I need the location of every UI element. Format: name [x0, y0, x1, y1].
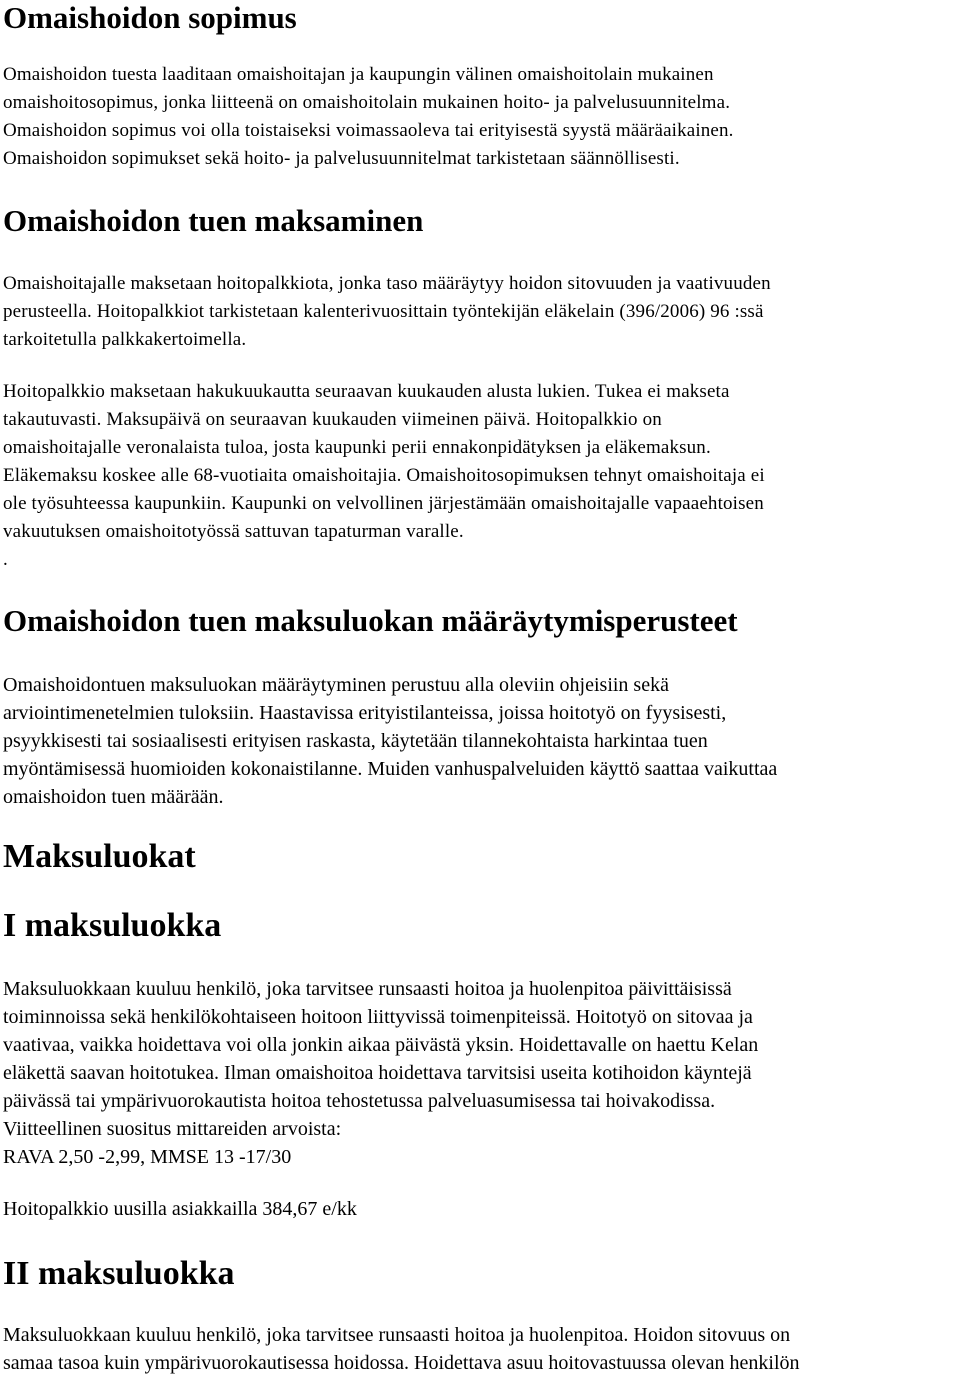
heading-maksuluokat: Maksuluokat	[3, 838, 196, 875]
text-line: psyykkisesti tai sosiaalisesti erityisen raskasta, käytetään tilannekohtaista harkintaa tuen	[3, 730, 708, 752]
text-line: Eläkemaksu koskee alle 68-vuotiaita omaishoitajia. Omaishoitosopimuksen tehnyt omaishoitaja ei	[3, 465, 765, 486]
text-line: Hoitopalkkio maksetaan hakukuukautta seuraavan kuukauden alusta lukien. Tukea ei makseta	[3, 381, 730, 402]
text-line: eläkettä saavan hoitotukea. Ilman omaishoitoa hoidettava tarvitsisi useita kotihoidon käyntejä	[3, 1062, 752, 1084]
values-line: RAVA 2,50 -2,99, MMSE 13 -17/30	[3, 1146, 292, 1168]
text-line: omaishoitajalle veronalaista tuloa, josta kaupunki perii ennakonpidätyksen ja eläkemaksun.	[3, 437, 711, 458]
heading-tuen-maksaminen: Omaishoidon tuen maksaminen	[3, 203, 424, 238]
text-line: Maksuluokkaan kuuluu henkilö, joka tarvitsee runsaasti hoitoa ja huolenpitoa. Hoidon sitovuus on	[3, 1324, 791, 1346]
text-line: myöntämisessä huomioiden kokonaistilanne. Muiden vanhuspalveluiden käyttö saattaa vaikuttaa	[3, 758, 778, 780]
text-line: takautuvasti. Maksupäivä on seuraavan kuukauden viimeinen päivä. Hoitopalkkio on	[3, 409, 662, 430]
text-line: Omaishoidon tuesta laaditaan omaishoitajan ja kaupungin välinen omaishoitolain mukainen	[3, 64, 714, 85]
text-line: perusteella. Hoitopalkkiot tarkistetaan kalenterivuosittain työntekijän eläkelain (396/2006) 96 :ssä	[3, 301, 764, 322]
text-line: arviointimenetelmien tuloksiin. Haastavissa erityistilanteissa, joissa hoitotyö on fyysisesti,	[3, 702, 727, 724]
text-line: Omaishoitajalle maksetaan hoitopalkkiota, jonka taso määräytyy hoidon sitovuuden ja vaativuuden	[3, 273, 771, 294]
paragraph-ii-maksuluokka	[3, 1321, 958, 1377]
text-line: omaishoidon tuen määrään.	[3, 786, 224, 808]
heading-ii-maksuluokka: II maksuluokka	[3, 1255, 235, 1292]
text-line: toiminnoissa sekä henkilökohtaiseen hoitoon liittyvissä toimenpiteissä. Hoitotyö on sitovaa ja	[3, 1006, 753, 1028]
heading-i-maksuluokka: I maksuluokka	[3, 907, 222, 944]
paragraph-hoitopalkkio-taso	[3, 270, 958, 354]
text-line: omaishoitosopimus, jonka liitteenä on omaishoitolain mukainen hoito- ja palvelusuunnitelma.	[3, 92, 731, 113]
text-line: päivässä tai ympärivuorokautista hoitoa tehostetussa palveluasumisessa tai hoivakodissa.	[3, 1090, 716, 1112]
text-line: ole työsuhteessa kaupunkiin. Kaupunki on velvollinen järjestämään omaishoitajalle vapaaehtoisen	[3, 493, 764, 514]
text-line: vaativaa, vaikka hoidettava voi olla jonkin aikaa päivästä yksin. Hoidettavalle on haettu Kelan	[3, 1034, 759, 1056]
heading-omaishoidon-sopimus: Omaishoidon sopimus	[3, 0, 297, 35]
paragraph-maksaminen	[3, 378, 958, 574]
text-line: samaa tasoa kuin ympärivuorokautisessa hoidossa. Hoidettava asuu hoitovastuussa olevan henkilön	[3, 1352, 800, 1374]
text-line: vakuutuksen omaishoitotyössä sattuvan tapaturman varalle.	[3, 521, 464, 542]
text-line: Omaishoidontuen maksuluokan määräytyminen perustuu alla oleviin ohjeisiin sekä	[3, 674, 669, 696]
paragraph-maaraytymisperusteet	[3, 671, 958, 811]
fee-line: Hoitopalkkio uusilla asiakkailla 384,67 e/kk	[3, 1198, 357, 1220]
text-line: tarkoitetulla palkkakertoimella.	[3, 329, 247, 350]
text-line: Viitteellinen suositus mittareiden arvoista:	[3, 1118, 342, 1140]
text-line: Omaishoidon sopimukset sekä hoito- ja palvelusuunnitelmat tarkistetaan säännöllisesti.	[3, 148, 680, 169]
paragraph-i-maksuluokka	[3, 975, 958, 1171]
text-line: Omaishoidon sopimus voi olla toistaiseksi voimassaoleva tai erityisestä syystä määräaikainen.	[3, 120, 734, 141]
text-line: .	[3, 549, 8, 570]
text-line: Maksuluokkaan kuuluu henkilö, joka tarvitsee runsaasti hoitoa ja huolenpitoa päivittäisissä	[3, 978, 732, 1000]
heading-maaraytymisperusteet: Omaishoidon tuen maksuluokan määräytymisperusteet	[3, 603, 738, 638]
paragraph-omaishoidon-sopimus	[3, 61, 958, 173]
